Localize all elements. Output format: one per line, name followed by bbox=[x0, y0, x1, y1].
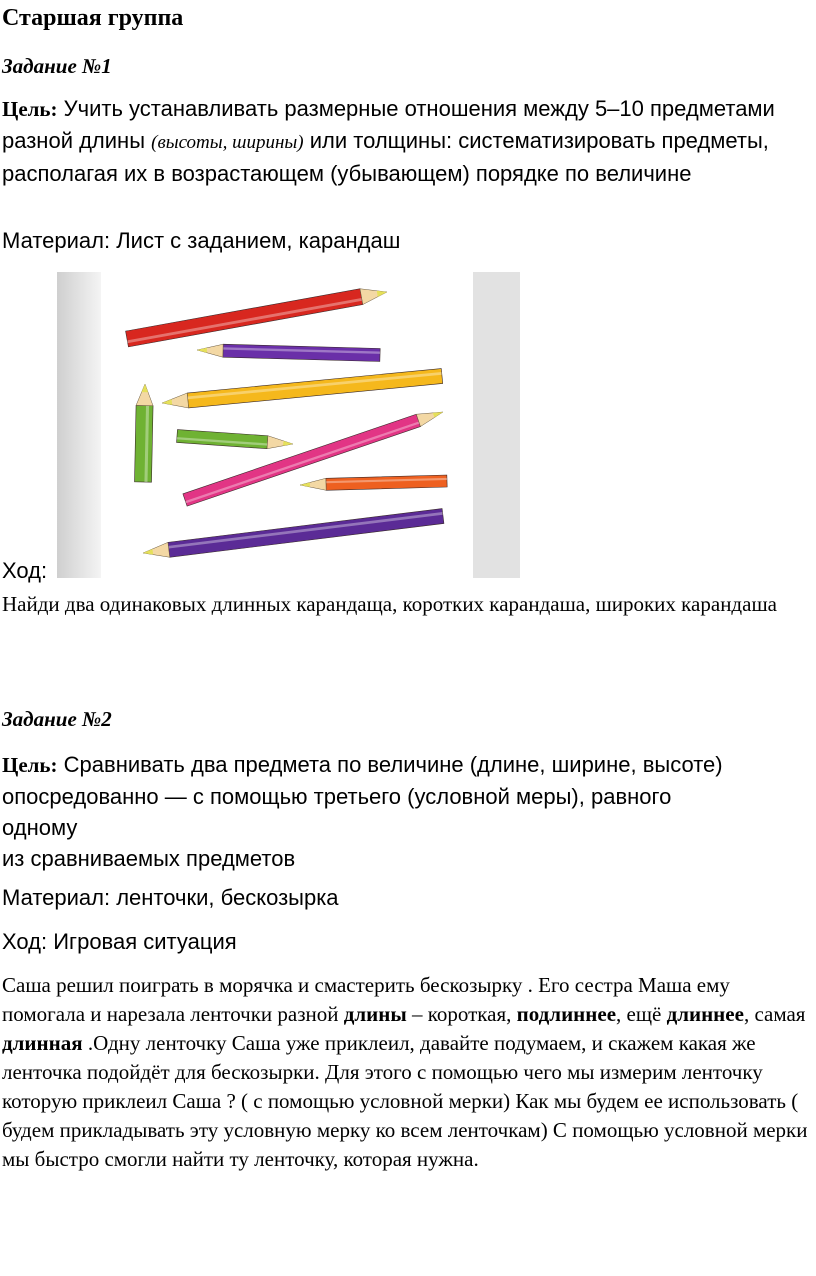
task2-goal-text-1: Сравнивать два предмета по величине (длине, ширине, высоте) bbox=[57, 752, 723, 777]
task2-goal-label: Цель: bbox=[2, 753, 58, 777]
story-text-4: , самая bbox=[743, 1002, 806, 1026]
story-text-3: , ещё bbox=[616, 1002, 667, 1026]
task1-procedure-text: Найди два одинаковых длинных карандаща, коротких карандаша, широких карандаша bbox=[2, 592, 777, 616]
task1-goal-text-1: Учить устанавливать размерные отношения между 5–10 предметами разной длины bbox=[2, 96, 775, 153]
pencil-green-standing-body bbox=[135, 405, 154, 482]
task2-material: Материал: ленточки, бескозырка bbox=[2, 885, 339, 910]
page-title: Старшая группа bbox=[2, 5, 184, 31]
task1-goal bbox=[2, 93, 802, 189]
illustration-left-edge bbox=[57, 272, 101, 578]
story-text-2: – короткая, bbox=[406, 1002, 517, 1026]
task1-procedure-label: Ход: bbox=[2, 558, 48, 583]
story-bold-2: подлиннее bbox=[516, 1002, 617, 1026]
task2-goal-line-4: из сравниваемых предметов bbox=[2, 846, 296, 871]
task1-goal-italic: (высоты, ширины) bbox=[151, 132, 304, 153]
task1-material: Материал: Лист с заданием, карандаш bbox=[2, 228, 401, 253]
task2-goal-line-2: опосредованно — с помощью третьего (условной меры), равного bbox=[2, 784, 672, 809]
illustration-right-edge bbox=[473, 272, 520, 578]
story-bold-3: длиннее bbox=[666, 1002, 744, 1026]
story-text-1: Саша решил поиграть в морячка и смастерить бескозырку . Его сестра Маша ему помогала и нарезала ленточки разной bbox=[2, 973, 730, 1026]
task2-story bbox=[2, 971, 814, 1174]
story-bold-4: длинная bbox=[2, 1031, 83, 1055]
task2-procedure: Ход: Игровая ситуация bbox=[2, 929, 237, 954]
task2-goal bbox=[2, 749, 812, 874]
story-bold-1: длины bbox=[343, 1002, 407, 1026]
pencils-illustration bbox=[57, 272, 520, 578]
story-text-5: .Одну ленточку Саша уже приклеил, давайте подумаем, и скажем какая же ленточка подойдёт для бескозырки. Для этого с помощью чего мы измерим ленточку которую приклеил Саша ? ( с помощью условной мерки) Как мы будем ее использовать ( будем прикладывать эту условную мерку ко всем ленточкам) С помощью условной мерки мы быстро смогли найти ту ленточку, которая нужна. bbox=[2, 1031, 808, 1171]
pencil-green-standing-highlight bbox=[146, 406, 148, 482]
task1-goal-label: Цель: bbox=[2, 97, 58, 121]
task2-goal-line-3: одному bbox=[2, 815, 78, 840]
task1-heading: Задание №1 bbox=[2, 54, 112, 78]
task1-goal-text-2: или толщины: систематизировать предметы, располагая их в возрастающем (убывающем) порядке по величине bbox=[2, 128, 769, 186]
task2-heading: Задание №2 bbox=[2, 707, 112, 731]
task2-goal-line-1 bbox=[2, 749, 812, 781]
